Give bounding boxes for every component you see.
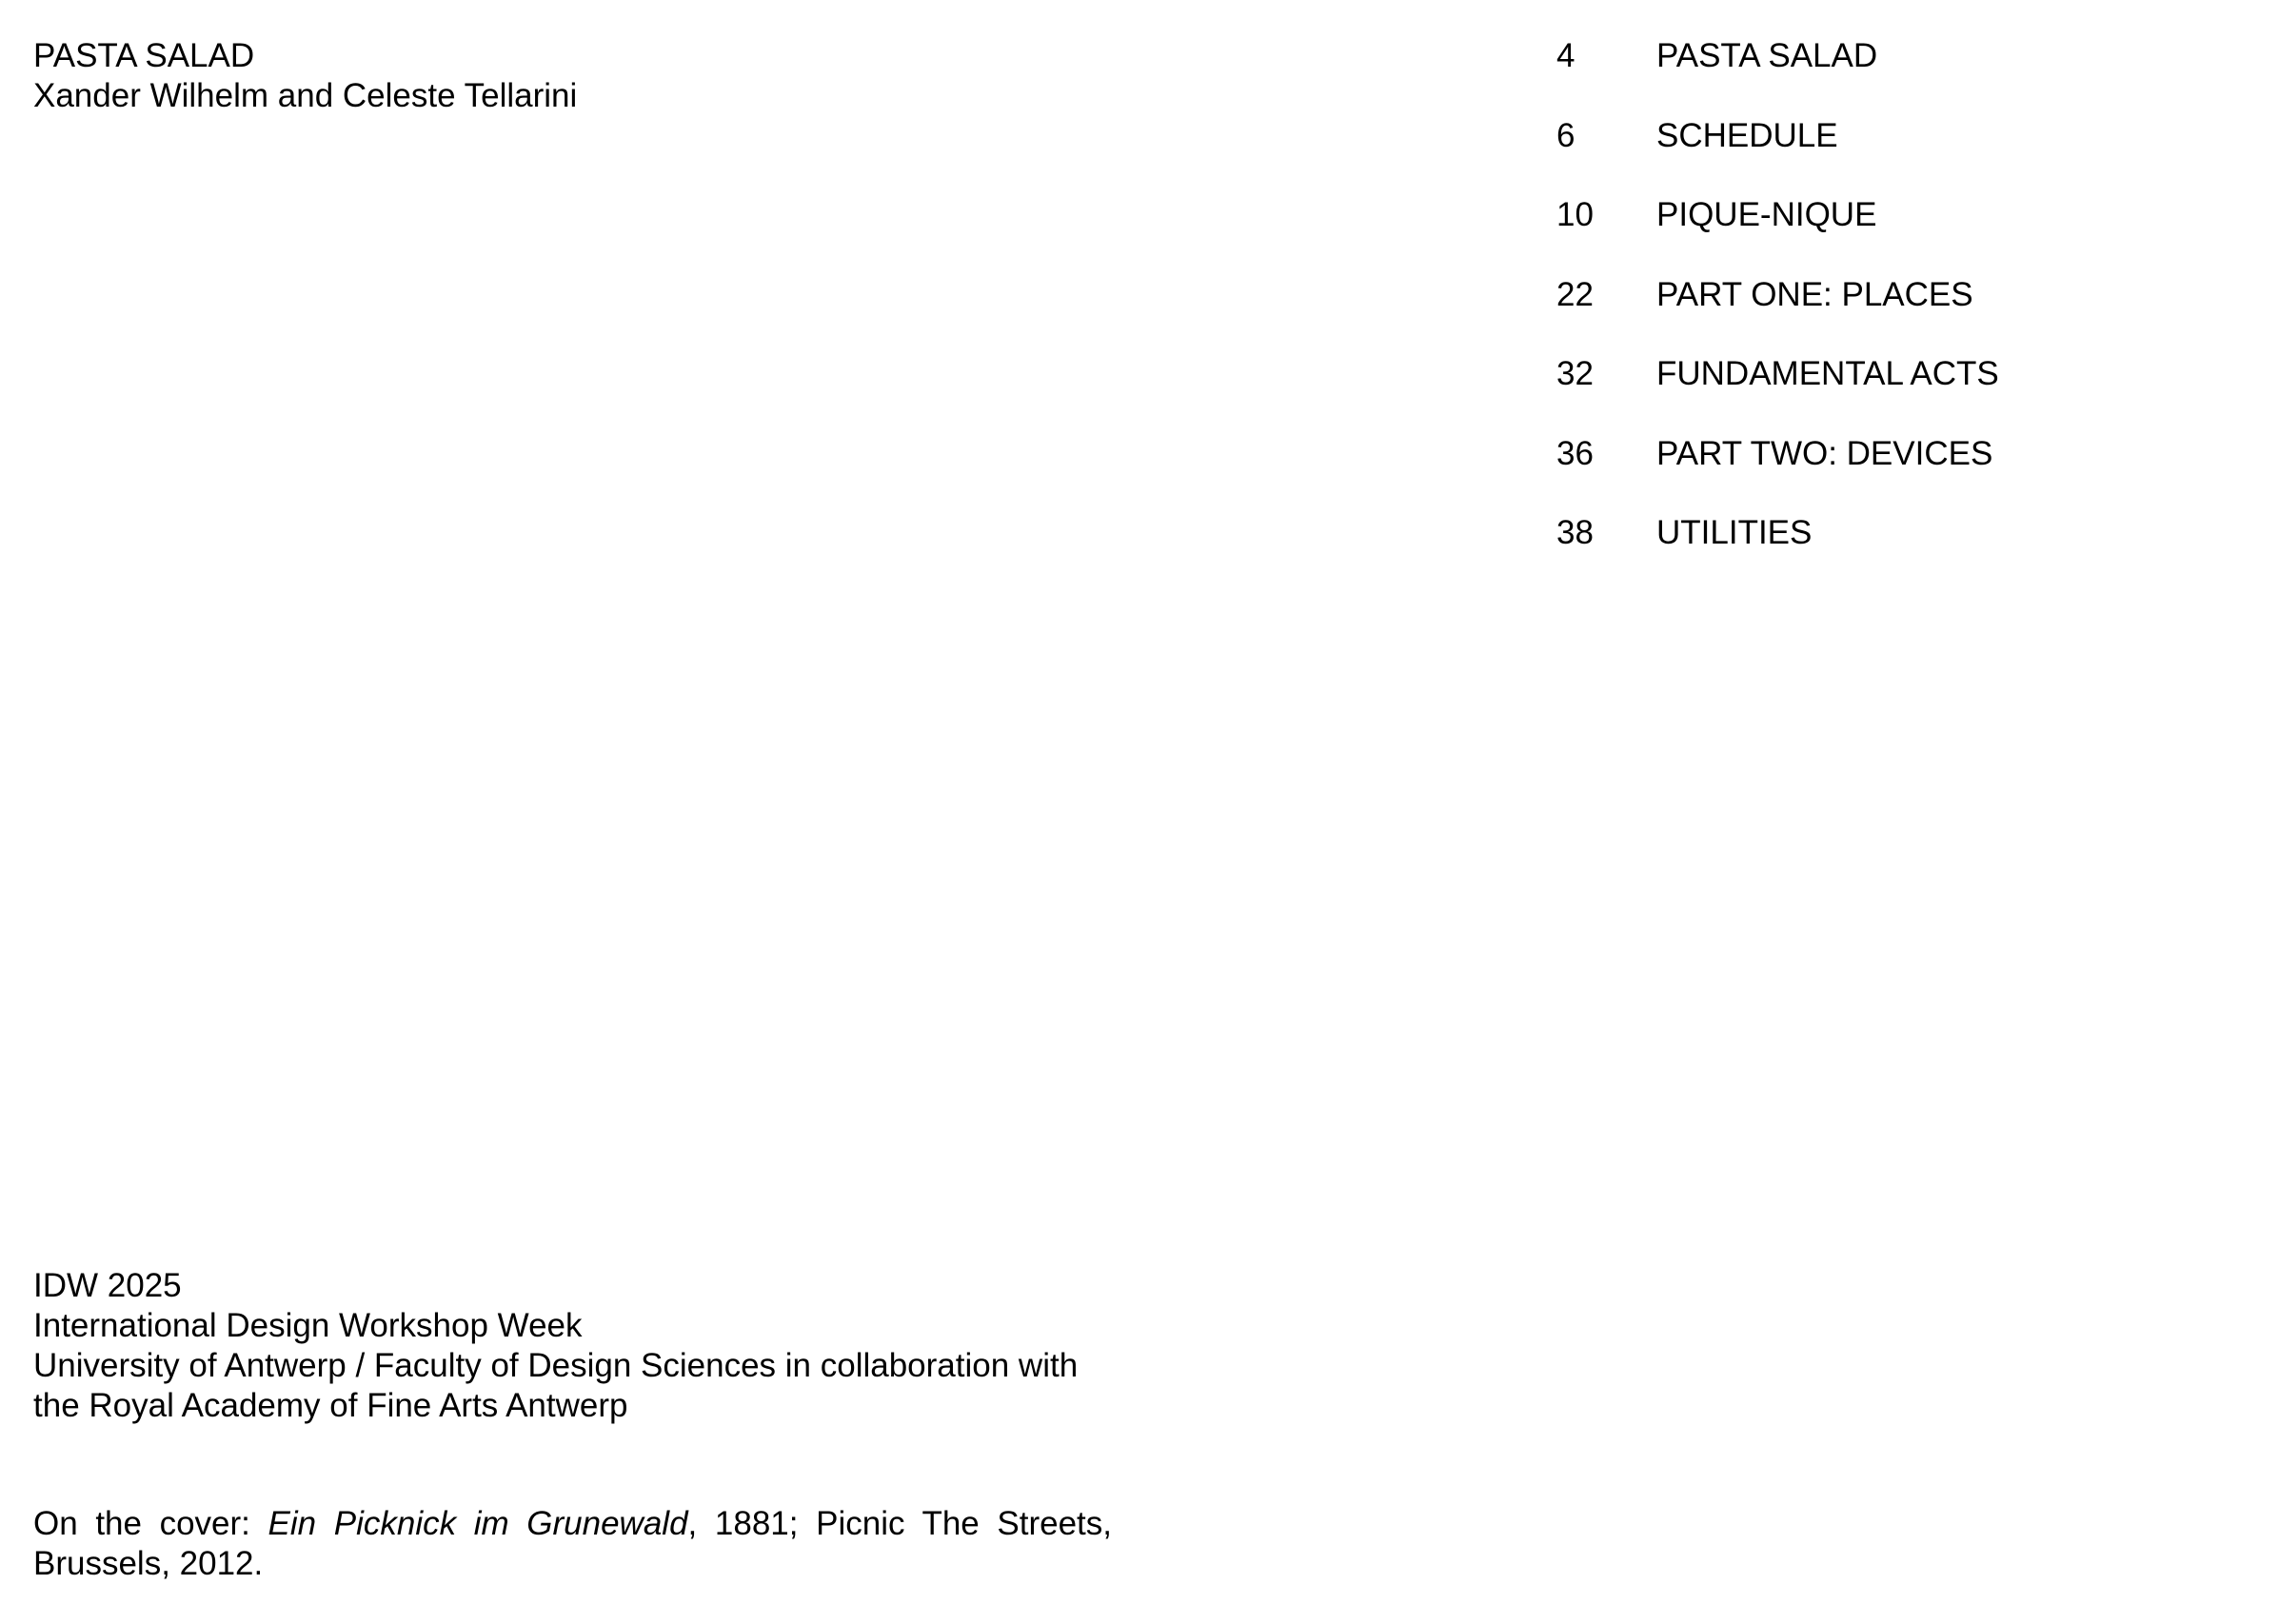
authors-line: Xander Wilhelm and Celeste Tellarini [33,77,578,114]
toc-page-number: 4 [1556,37,1575,74]
toc-page-number: 32 [1556,355,1594,392]
toc-page-number: 6 [1556,116,1575,154]
colophon [33,1266,1078,1426]
cover-artwork-title: Ein Picknick im Grunewald [268,1505,688,1542]
toc-page-number: 38 [1556,514,1594,551]
toc-section-title: UTILITIES [1656,514,1813,551]
event-name: IDW 2025 [33,1267,182,1304]
page-header [33,36,577,116]
toc-section-title: PIQUE-NIQUE [1656,196,1877,233]
organizer-line-2: the Royal Academy of Fine Arts Antwerp [33,1387,628,1424]
cover-credit [33,1504,1112,1584]
cover-credit-suffix: , 1881; Picnic The Streets, [687,1505,1112,1542]
organizer-line-1: University of Antwerp / Faculty of Design Sciences in collaboration with [33,1347,1079,1384]
toc-page-number: 10 [1556,196,1594,233]
toc-section-title: SCHEDULE [1656,116,1838,154]
cover-credit-line-1 [33,1504,1112,1544]
toc-section-title: FUNDAMENTAL ACTS [1656,355,1999,392]
event-full-name: International Design Workshop Week [33,1307,583,1344]
document-title: PASTA SALAD [33,37,255,74]
toc-section-title: PART ONE: PLACES [1656,275,1973,313]
toc-page-number: 36 [1556,434,1594,472]
toc-page-number: 22 [1556,275,1594,313]
cover-credit-prefix: On the cover: [33,1505,268,1542]
toc-section-title: PASTA SALAD [1656,37,1878,74]
cover-credit-line-2: Brussels, 2012. [33,1545,264,1582]
toc-section-title: PART TWO: DEVICES [1656,434,1993,472]
